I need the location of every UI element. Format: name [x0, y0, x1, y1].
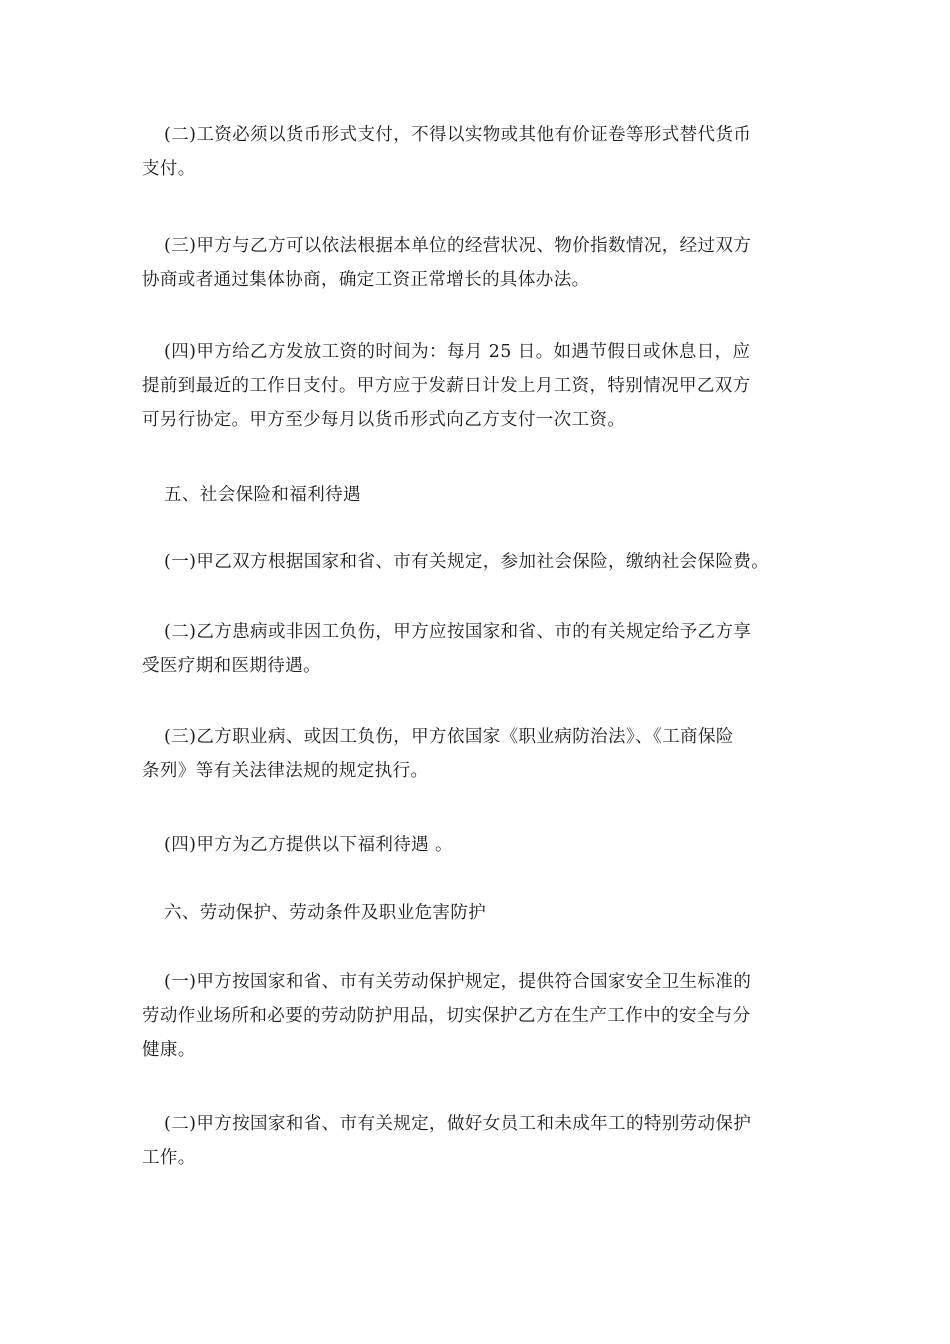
text-line: 支付。: [142, 159, 196, 179]
text-line: (三)乙方职业病、或因工负伤，甲方依国家《职业病防治法》、《工商保险: [164, 727, 734, 747]
text-line: 劳动作业场所和必要的劳动防护用品，切实保护乙方在生产工作中的安全与分: [142, 1006, 751, 1026]
text-line: (二)乙方患病或非因工负伤，甲方应按国家和省、市的有关规定给予乙方享: [164, 622, 752, 642]
section-title: 五、社会保险和福利待遇: [164, 485, 361, 505]
text-line: 工作。: [142, 1148, 196, 1168]
text-line: (三)甲方与乙方可以依法根据本单位的经营状况、物价指数情况，经过双方: [164, 236, 752, 256]
text-line: 可另行协定。甲方至少每月以货币形式向乙方支付一次工资。: [142, 410, 626, 430]
text-line: 健康。: [142, 1040, 196, 1060]
text-line: (一)甲方按国家和省、市有关劳动保护规定，提供符合国家安全卫生标准的: [164, 972, 752, 992]
paragraph-wage-growth: [142, 229, 807, 297]
text-line: (二)工资必须以货币形式支付，不得以实物或其他有价证卷等形式替代货币: [164, 125, 752, 145]
paragraph-sick-leave: [142, 615, 807, 683]
section-title: 六、劳动保护、劳动条件及职业危害防护: [164, 903, 487, 923]
paragraph-workplace-safety: [142, 965, 807, 1067]
paragraph-benefits: [142, 828, 807, 862]
paragraph-wage-currency: [142, 118, 807, 186]
section-heading-social-insurance: [142, 478, 807, 512]
paragraph-occupational-injury: [142, 720, 807, 788]
paragraph-wage-payday: [142, 335, 807, 437]
text-line: 受医疗期和医期待遇。: [142, 656, 321, 676]
text-line: 协商或者通过集体协商，确定工资正常增长的具体办法。: [142, 270, 590, 290]
section-heading-labor-protection: [142, 896, 807, 930]
text-line: (一)甲乙双方根据国家和省、市有关规定，参加社会保险，缴纳社会保险费。: [164, 552, 770, 572]
text-line: 条列》等有关法律法规的规定执行。: [142, 761, 429, 781]
paragraph-insurance-participation: [142, 545, 807, 579]
text-line: 提前到最近的工作日支付。甲方应于发薪日计发上月工资，特别情况甲乙双方: [142, 376, 751, 396]
paragraph-special-protection: [142, 1107, 807, 1175]
text-line: (二)甲方按国家和省、市有关规定，做好女员工和未成年工的特别劳动保护: [164, 1114, 752, 1134]
text-line: (四)甲方给乙方发放工资的时间为：每月 25 日。如遇节假日或休息日，应: [164, 342, 751, 362]
text-line: (四)甲方为乙方提供以下福利待遇 。: [164, 835, 453, 855]
